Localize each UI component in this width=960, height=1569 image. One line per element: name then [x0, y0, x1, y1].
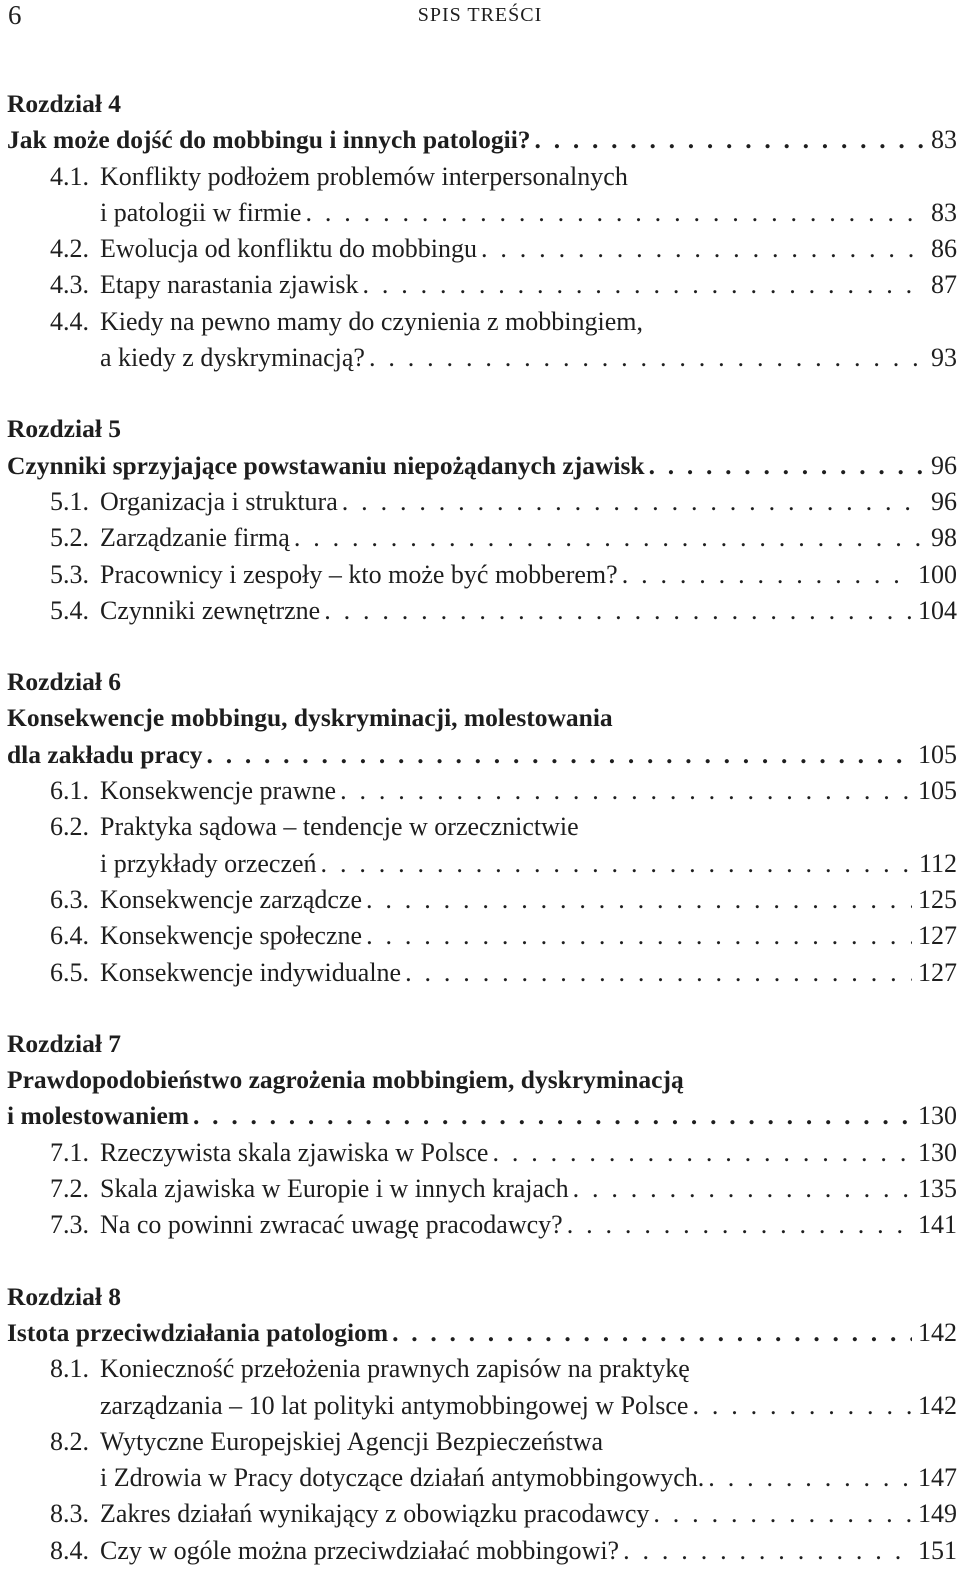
section-number: 4.1.	[50, 161, 89, 191]
chapter-title-entry[interactable]	[0, 1315, 960, 1351]
dot-leader	[324, 593, 912, 629]
section-title-line	[0, 809, 960, 845]
page-ref: 93	[931, 343, 957, 373]
dot-leader	[481, 231, 925, 267]
section-title: Rzeczywista skala zjawiska w Polsce	[100, 1137, 489, 1167]
chapter-title-line: Prawdopodobieństwo zagrożenia mobbingiem, dyskryminacją	[7, 1065, 684, 1095]
page-header	[0, 0, 960, 30]
chapter-title-entry[interactable]	[0, 737, 960, 773]
chapter-title-entry-text: Jak może dojść do mobbingu i innych patologii?	[7, 125, 531, 155]
dot-leader	[369, 340, 925, 376]
dot-leader	[193, 1098, 912, 1134]
page-ref: 151	[918, 1535, 957, 1565]
section-entry-text	[50, 882, 366, 918]
page-ref: 130	[918, 1101, 957, 1131]
section-title: Konsekwencje prawne	[100, 776, 337, 806]
section-entry-text: i przykłady orzeczeń	[100, 848, 317, 878]
section-title: Konflikty podłożem problemów interpersonalnych	[100, 161, 628, 191]
page-ref: 96	[931, 450, 957, 480]
page-number: 6	[8, 0, 22, 30]
page-ref: 127	[918, 957, 957, 987]
dot-leader	[294, 520, 925, 556]
section-entry-text	[50, 1496, 653, 1532]
section-entry-text: i Zdrowia w Pracy dotyczące działań antymobbingowych.	[100, 1463, 705, 1493]
dot-leader	[535, 122, 925, 158]
page-ref: 98	[931, 523, 957, 553]
section-entry[interactable]	[0, 882, 960, 918]
page-ref: 135	[918, 1174, 957, 1204]
dot-leader	[573, 1171, 912, 1207]
section-title: Konsekwencje zarządcze	[100, 884, 362, 914]
page-ref: 125	[918, 884, 957, 914]
section-entry[interactable]	[0, 267, 960, 303]
section-title-line	[0, 1424, 960, 1460]
section-title: Skala zjawiska w Europie i w innych krajach	[100, 1174, 569, 1204]
toc-chapter	[0, 411, 960, 629]
chapter-title-entry[interactable]	[0, 122, 960, 158]
section-entry-text: i patologii w firmie	[100, 197, 302, 227]
page-ref: 105	[918, 739, 957, 769]
chapter-title-entry[interactable]	[0, 448, 960, 484]
section-title: Organizacja i struktura	[100, 486, 338, 516]
page-ref: 87	[931, 270, 957, 300]
section-entry[interactable]	[0, 1533, 960, 1569]
section-title: Kiedy na pewno mamy do czynienia z mobbingiem,	[100, 306, 643, 336]
chapter-label: Rozdział 7	[7, 1028, 122, 1058]
section-entry-text	[50, 955, 405, 991]
section-entry-text: zarządzania – 10 lat polityki antymobbingowej w Polsce	[100, 1390, 689, 1420]
section-number: 4.2.	[50, 234, 89, 264]
chapter-title-entry-text: Istota przeciwdziałania patologiom	[7, 1317, 389, 1347]
section-entry[interactable]	[0, 1207, 960, 1243]
page-ref: 96	[931, 486, 957, 516]
page-ref: 142	[918, 1390, 957, 1420]
section-entry[interactable]	[0, 1388, 960, 1424]
page-ref: 104	[918, 595, 957, 625]
section-title: Zakres działań wynikający z obowiązku pracodawcy	[100, 1499, 650, 1529]
page-ref: 83	[931, 197, 957, 227]
dot-leader	[622, 557, 912, 593]
toc-chapter	[0, 664, 960, 991]
section-entry[interactable]	[0, 1496, 960, 1532]
section-title-line	[0, 1351, 960, 1387]
section-title: Etapy narastania zjawisk	[100, 270, 359, 300]
dot-leader	[321, 846, 913, 882]
section-number: 4.4.	[50, 306, 89, 336]
section-title: Czynniki zewnętrzne	[100, 595, 321, 625]
section-title-line	[0, 159, 960, 195]
section-title: Konieczność przełożenia prawnych zapisów na praktykę	[100, 1354, 690, 1384]
page-ref: 127	[918, 921, 957, 951]
section-entry[interactable]	[0, 484, 960, 520]
page-ref: 142	[918, 1317, 957, 1347]
section-entry-text	[50, 773, 340, 809]
section-number: 4.3.	[50, 270, 89, 300]
dot-leader	[692, 1388, 912, 1424]
section-number: 7.3.	[50, 1210, 89, 1240]
dot-leader	[649, 448, 925, 484]
section-number: 6.1.	[50, 776, 89, 806]
section-number: 6.3.	[50, 884, 89, 914]
section-entry[interactable]	[0, 557, 960, 593]
page-ref: 112	[918, 848, 957, 878]
dot-leader	[362, 267, 925, 303]
section-entry[interactable]	[0, 1135, 960, 1171]
page-ref: 149	[918, 1499, 957, 1529]
section-entry[interactable]	[0, 918, 960, 954]
section-number: 8.2.	[50, 1426, 89, 1456]
section-title: Pracownicy i zespoły – kto może być mobberem?	[100, 559, 618, 589]
section-entry-text	[50, 593, 324, 629]
section-entry-text	[50, 231, 481, 267]
chapter-label: Rozdział 6	[7, 667, 122, 697]
dot-leader	[340, 773, 912, 809]
dot-leader	[207, 737, 912, 773]
chapter-title-entry-text: dla zakładu pracy	[7, 739, 203, 769]
section-entry[interactable]	[0, 846, 960, 882]
page-ref: 83	[931, 125, 957, 155]
section-entry-text	[50, 267, 362, 303]
section-title: Wytyczne Europejskiej Agencji Bezpieczeństwa	[100, 1426, 604, 1456]
section-title: Na co powinni zwracać uwagę pracodawcy?	[100, 1210, 563, 1240]
section-number: 5.1.	[50, 486, 89, 516]
chapter-title-entry[interactable]	[0, 1098, 960, 1134]
section-entry-text	[50, 1533, 623, 1569]
chapter-title-line: Konsekwencje mobbingu, dyskryminacji, molestowania	[7, 703, 613, 733]
section-number: 5.4.	[50, 595, 89, 625]
section-entry[interactable]	[0, 773, 960, 809]
section-title: Konsekwencje indywidualne	[100, 957, 402, 987]
chapter-label: Rozdział 5	[7, 414, 122, 444]
section-entry[interactable]	[0, 955, 960, 991]
dot-leader	[623, 1533, 912, 1569]
section-title: Czy w ogóle można przeciwdziałać mobbingowi?	[100, 1535, 620, 1565]
dot-leader	[405, 955, 912, 991]
page-ref: 86	[931, 234, 957, 264]
dot-leader	[567, 1207, 912, 1243]
section-entry-text	[50, 484, 342, 520]
section-entry[interactable]	[0, 593, 960, 629]
section-number: 7.1.	[50, 1137, 89, 1167]
chapter-title-entry-text: Czynniki sprzyjające powstawaniu niepożądanych zjawisk	[7, 450, 645, 480]
page-ref: 130	[918, 1137, 957, 1167]
page-ref: 147	[918, 1463, 957, 1493]
section-title: Ewolucja od konfliktu do mobbingu	[100, 234, 477, 264]
section-entry[interactable]	[0, 1171, 960, 1207]
page-ref: 141	[918, 1210, 957, 1240]
toc-chapter	[0, 86, 960, 376]
page-ref: 105	[918, 776, 957, 806]
section-entry-text	[50, 1171, 573, 1207]
section-number: 6.4.	[50, 921, 89, 951]
dot-leader	[708, 1460, 912, 1496]
section-title: Zarządzanie firmą	[100, 523, 290, 553]
section-entry[interactable]	[0, 231, 960, 267]
section-entry[interactable]	[0, 340, 960, 376]
section-title-line	[0, 304, 960, 340]
section-number: 5.3.	[50, 559, 89, 589]
section-entry[interactable]	[0, 1460, 960, 1496]
chapter-label: Rozdział 4	[7, 89, 122, 118]
section-title: Konsekwencje społeczne	[100, 921, 363, 951]
chapter-title-entry-text: i molestowaniem	[7, 1101, 190, 1131]
page-ref: 100	[918, 559, 957, 589]
section-number: 8.4.	[50, 1535, 89, 1565]
section-number: 7.2.	[50, 1174, 89, 1204]
section-entry-text	[50, 520, 294, 556]
section-entry-text	[50, 1207, 567, 1243]
running-head: SPIS TREŚCI	[417, 4, 543, 26]
section-number: 8.3.	[50, 1499, 89, 1529]
section-number: 6.5.	[50, 957, 89, 987]
dot-leader	[366, 882, 912, 918]
dot-leader	[653, 1496, 912, 1532]
section-title: Praktyka sądowa – tendencje w orzecznictwie	[100, 812, 579, 842]
dot-leader	[366, 918, 912, 954]
toc-chapter	[0, 1279, 960, 1569]
section-entry[interactable]	[0, 520, 960, 556]
section-entry-text	[50, 918, 366, 954]
section-number: 8.1.	[50, 1354, 89, 1384]
section-number: 6.2.	[50, 812, 89, 842]
dot-leader	[492, 1135, 912, 1171]
dot-leader	[342, 484, 925, 520]
toc-chapter	[0, 1026, 960, 1244]
dot-leader	[305, 195, 925, 231]
section-entry-text: a kiedy z dyskryminacją?	[100, 343, 365, 373]
chapter-label: Rozdział 8	[7, 1281, 122, 1311]
section-entry[interactable]	[0, 195, 960, 231]
table-of-contents	[0, 86, 960, 1569]
section-entry-text	[50, 1135, 492, 1171]
dot-leader	[392, 1315, 912, 1351]
section-number: 5.2.	[50, 523, 89, 553]
section-entry-text	[50, 557, 622, 593]
